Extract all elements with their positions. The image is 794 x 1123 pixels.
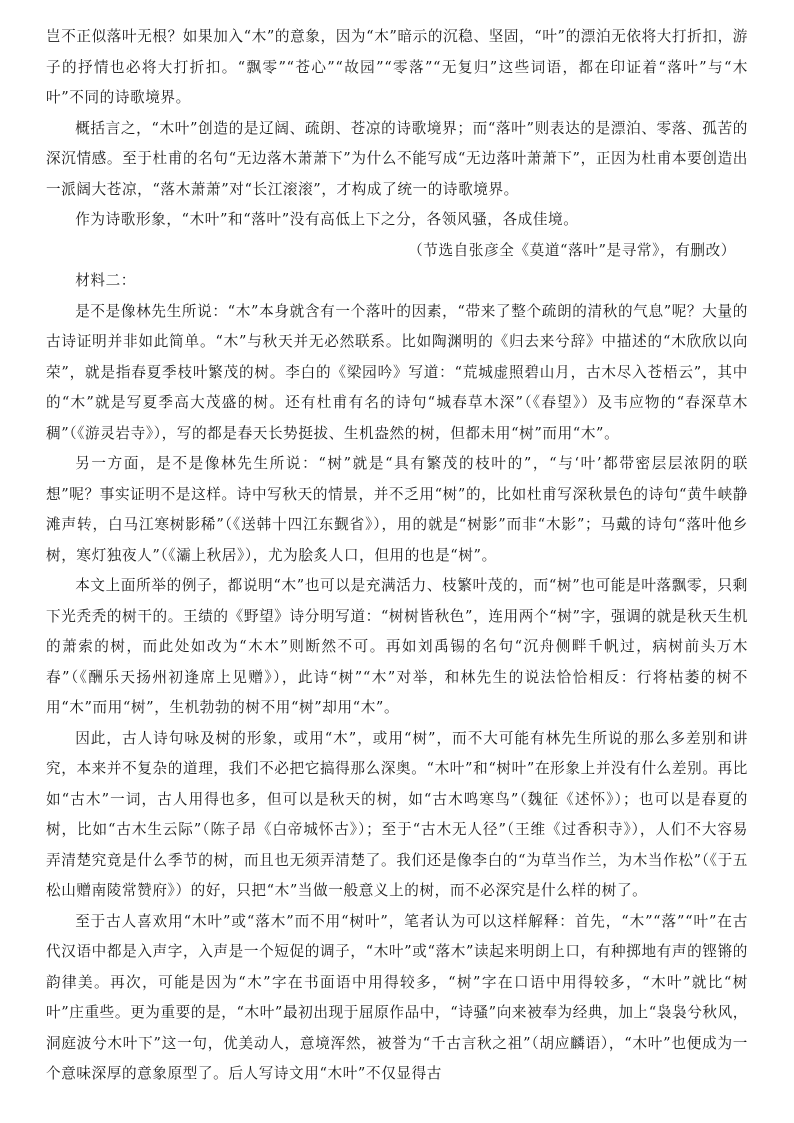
paragraph-8: 至于古人喜欢用“木叶”或“落木”而不用“树叶”，笔者认为可以这样解释：首先，“木”“落”“叶”在古代汉语中都是入声字，入声是一个短促的调子，“木叶”或“落木”读起来明朗上口，有种掷地有声的铿锵的韵律美。再次，可能是因为“木”字在书面语中用得较多，“树”字在口语中用得较多，“木叶”就比“树叶”庄重些。更为重要的是，“木叶”最初出现于屈原作品中，“诗骚”向来被奉为经典，加上“袅袅兮秋风，洞庭波兮木叶下”这一句，优美动人，意境浑然，被誉为“千古言秋之祖”（胡应麟语），“木叶”也便成为一个意味深厚的意象原型了。后人写诗文用“木叶”不仅显得古 xyxy=(46,912,748,1082)
paragraph-4: 是不是像林先生所说：“木”本身就含有一个落叶的因素，“带来了整个疏朗的清秋的气息”呢？大量的古诗证明并非如此简单。“木”与秋天并无必然联系。比如陶渊明的《归去来兮辞》中描述的“木欣欣以向荣”，就是指春夏季枝叶繁茂的树。李白的《梁园吟》写道：“荒城虚照碧山月，古木尽入苍梧云”，其中的“木”就是写夏季高大茂盛的树。还有杜甫有名的诗句“城春草木深”（《春望》）及韦应物的“春深草木稠”（《游灵岩寺》），写的都是春天长势挺拔、生机盎然的树，但都未用“树”而用“木”。 xyxy=(46,302,748,442)
paragraph-1: 岂不正似落叶无根？如果加入“木”的意象，因为“木”暗示的沉稳、坚固，“叶”的漂泊无依将大打折扣，游子的抒情也必将大打折扣。“飘零”“苍心”“故园”“零落”“无复归”这些词语，都在印证着“落叶”与“木叶”不同的诗歌境界。 xyxy=(46,28,748,106)
paragraph-6: 本文上面所举的例子，都说明“木”也可以是充满活力、枝繁叶茂的，而“树”也可能是叶落飘零，只剩下光秃秃的树干的。王绩的《野望》诗分明写道：“树树皆秋色”，连用两个“树”字，强调的就是秋天生机的萧索的树，而此处如改为“木木”则断然不可。再如刘禹锡的名句“沉舟侧畔千帆过，病树前头万木春”（《酬乐天扬州初逢席上见赠》），此诗“树”“木”对举，和林先生的说法恰恰相反：行将枯萎的树不用“木”而用“树”，生机勃勃的树不用“树”却用“木”。 xyxy=(46,577,748,716)
section-heading-material-2: 材料二： xyxy=(75,272,136,289)
paragraph-2: 概括言之，“木叶”创造的是辽阔、疏朗、苍凉的诗歌境界；而“落叶”则表达的是漂泊、零落、孤苦的深沉情感。至于杜甫的名句“无边落木萧萧下”为什么不能写成“无边落叶萧萧下”，正因为杜甫本要创造出一派阔大苍凉，“落木萧萧”对“长江滚滚”，才构成了统一的诗歌境界。 xyxy=(46,119,748,198)
source-citation: （节选自张彦全《莫道“落叶”是寻常》，有删改） xyxy=(408,241,736,259)
paragraph-7: 因此，古人诗句咏及树的形象，或用“木”，或用“树”，而不大可能有林先生所说的那么多差别和讲究，本来并不复杂的道理，我们不必把它搞得那么深奥。“木叶”和“树叶”在形象上并没有什么差别。再比如“古木”一词，古人用得也多，但可以是秋天的树，如“古木鸣寒鸟”（魏征《述怀》）；也可以是春夏的树，比如“古木生云际”（陈子昂《白帝城怀古》）；至于“古木无人径”（王维《过香积寺》），人们不大容易弄清楚究竟是什么季节的树，而且也无须弄清楚了。我们还是像李白的“为草当作兰，为木当作松”（《于五松山赠南陵常赞府》）的好，只把“木”当做一般意义上的树，而不必深究是什么样的树了。 xyxy=(46,729,748,899)
paragraph-3: 作为诗歌形象，“木叶”和“落叶”没有高低上下之分，各领风骚，各成佳境。 xyxy=(75,211,579,228)
paragraph-5: 另一方面，是不是像林先生所说：“树”就是“具有繁茂的枝叶的”，“与‘叶’都带密层层浓阴的联想”呢？事实证明不是这样。诗中写秋天的情景，并不乏用“树”的，比如杜甫写深秋景色的诗句“黄牛峡静滩声转，白马江寒树影稀”（《送韩十四江东觐省》），用的就是“树影”而非“木影”；马戴的诗句“落叶他乡树，寒灯独夜人”（《灞上秋居》），尤为脍炙人口，但用的也是“树”。 xyxy=(46,455,748,564)
